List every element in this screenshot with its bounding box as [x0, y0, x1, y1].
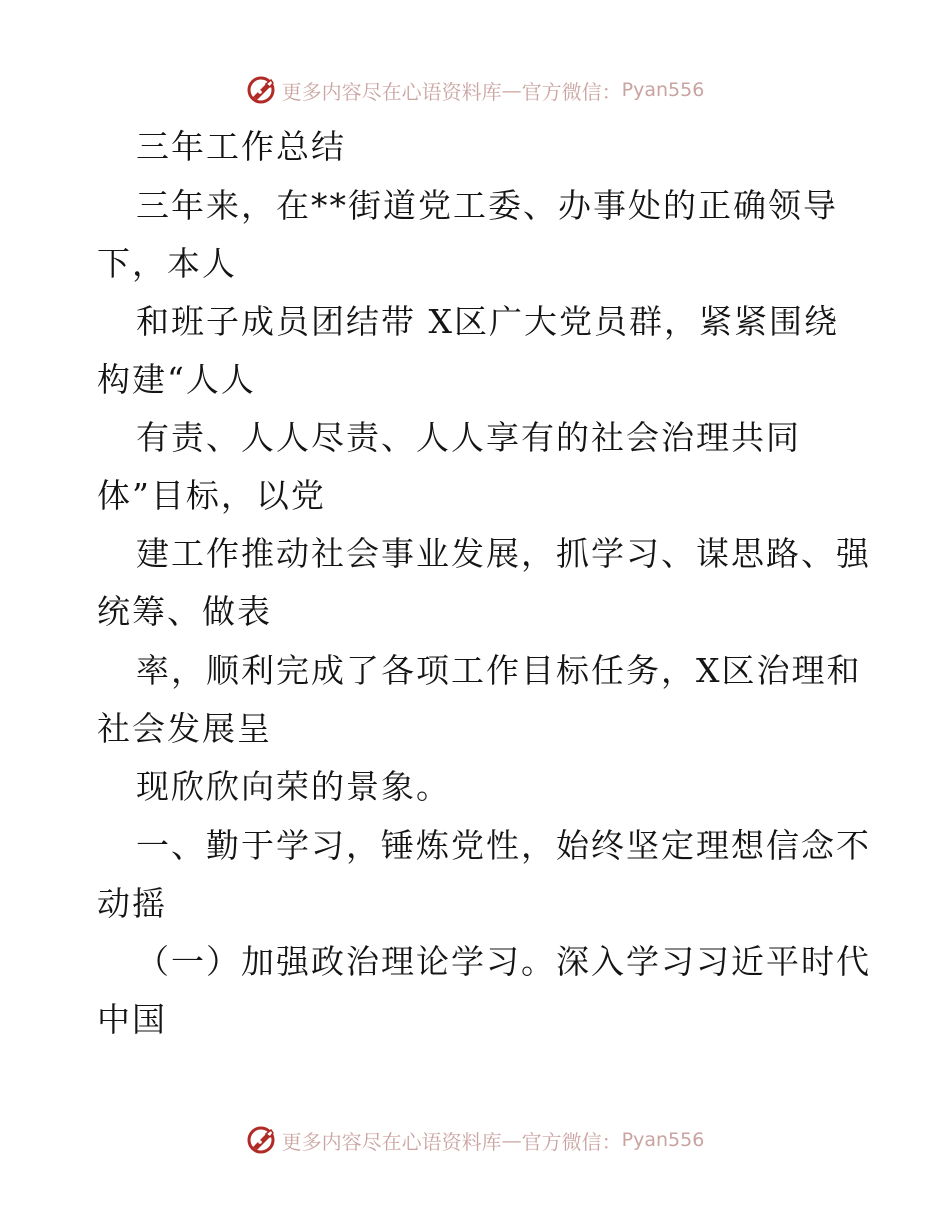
paragraph-line: 和班子成员团结带 X区广大党员群，紧紧围绕 [136, 302, 839, 341]
paragraph-line: 率，顺利完成了各项工作目标任务，X区治理和 [136, 651, 862, 690]
document-title: 三年工作总结 [136, 127, 346, 166]
watermark-main-text: 更多内容尽在心语资料库 [281, 79, 502, 104]
watermark-official-text: 官方微信： [521, 1129, 622, 1154]
watermark-separator: — [501, 1128, 522, 1152]
paragraph-line: 构建“人人 [97, 360, 256, 399]
paragraph-line: 体”目标，以党 [97, 476, 326, 515]
paragraph-line: 现欣欣向荣的景象。 [136, 767, 451, 806]
watermark-banner-top [0, 70, 950, 110]
paragraph-line: 下，本人 [97, 244, 237, 283]
paragraph-line: 三年来，在**街道党工委、办事处的正确领导 [136, 186, 838, 225]
watermark-wechat-id: Pyan556 [621, 1129, 705, 1151]
subsection-line: （一）加强政治理论学习。深入学习习近平时代 [136, 942, 871, 981]
paragraph-line: 建工作推动社会事业发展，抓学习、谋思路、强 [136, 534, 871, 573]
paragraph-line: 统筹、做表 [97, 592, 272, 631]
watermark-official-text: 官方微信： [521, 79, 622, 104]
paragraph-line: 社会发展呈 [97, 709, 272, 748]
watermark-wechat-id: Pyan556 [621, 79, 705, 101]
section-heading-line: 一、勤于学习，锤炼党性，始终坚定理想信念不 [136, 826, 871, 865]
paragraph-line: 有责、人人尽责、人人享有的社会治理共同 [136, 418, 801, 457]
watermark-banner-bottom [0, 1120, 950, 1160]
section-heading-line: 动摇 [97, 884, 167, 923]
watermark-main-text: 更多内容尽在心语资料库 [281, 1129, 502, 1154]
watermark-separator: — [501, 78, 522, 102]
pen-nib-logo-icon [246, 75, 276, 105]
pen-nib-logo-icon [246, 1125, 276, 1155]
subsection-line: 中国 [97, 1000, 167, 1039]
